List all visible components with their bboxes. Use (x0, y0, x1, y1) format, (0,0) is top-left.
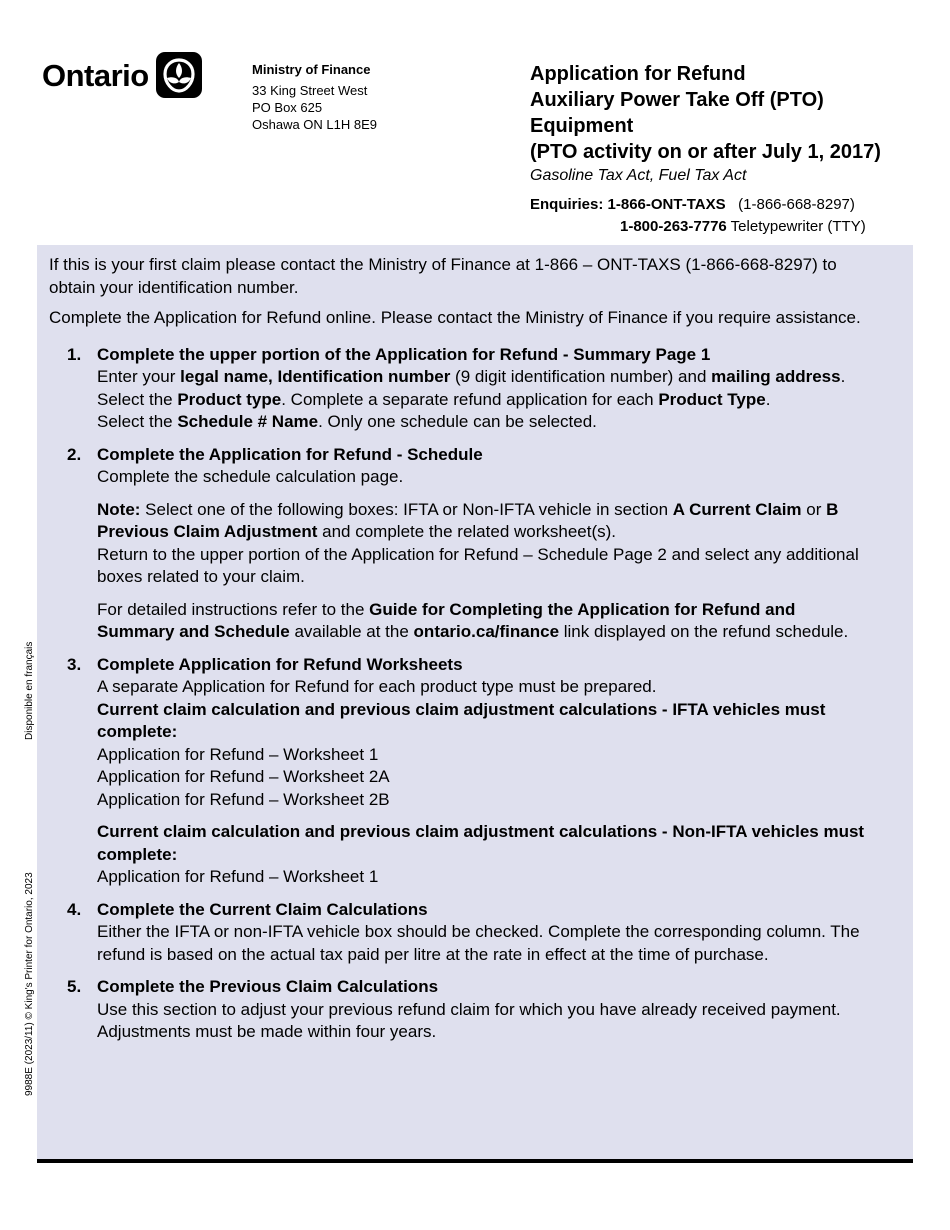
non-ifta-heading: Current claim calculation and previous claim adjustment calculations - Non-IFTA vehicles must complete: (97, 822, 865, 864)
step-title: Complete the upper portion of the Application for Refund - Summary Page 1 (97, 344, 711, 364)
governing-acts: Gasoline Tax Act, Fuel Tax Act (530, 167, 747, 184)
form-title-line: Auxiliary Power Take Off (PTO) (530, 89, 824, 111)
step-title: Complete the Current Claim Calculations (97, 899, 428, 919)
step-line: Use this section to adjust your previous refund claim for which you have already received payment. Adjustments must be made within four years. (97, 999, 841, 1041)
finance-link-text: ontario.ca/finance (413, 622, 560, 641)
worksheet-item: Application for Refund – Worksheet 2A (97, 767, 390, 786)
ministry-address-block (252, 61, 377, 133)
step-line: Complete the schedule calculation page. (97, 467, 404, 486)
step-line: Enter your legal name, Identification number (9 digit identification number) and mailing address. (97, 367, 846, 386)
step-number: 4. (67, 899, 82, 919)
trillium-icon (156, 52, 202, 98)
step-number: 2. (67, 444, 82, 464)
phone-tty-label: Teletypewriter (TTY) (730, 218, 866, 235)
enquiries (530, 194, 930, 238)
logo-wordmark: Ontario (42, 57, 149, 93)
form-title-line: (PTO activity on or after July 1, 2017) (530, 141, 881, 163)
step-line: A separate Application for Refund for each product type must be prepared. (97, 677, 657, 696)
worksheet-item: Application for Refund – Worksheet 1 (97, 867, 379, 886)
step-4 (49, 899, 869, 967)
address-line: 33 King Street West (252, 83, 368, 98)
address-line: PO Box 625 (252, 100, 323, 115)
step-title: Complete the Application for Refund - Schedule (97, 444, 483, 464)
form-title-block (530, 61, 930, 238)
step-number: 3. (67, 654, 82, 674)
ministry-name: Ministry of Finance (252, 62, 371, 77)
steps-list (49, 344, 869, 1044)
intro-paragraph: Complete the Application for Refund online. Please contact the Ministry of Finance if you require assistance. (49, 308, 861, 327)
step-line: Return to the upper portion of the Application for Refund – Schedule Page 2 and select any additional boxes related to your claim. (97, 544, 859, 586)
worksheet-item: Application for Refund – Worksheet 2B (97, 789, 390, 809)
ifta-heading: Current claim calculation and previous claim adjustment calculations - IFTA vehicles must complete: (97, 699, 826, 741)
step-number: 5. (67, 977, 82, 996)
step-5 (49, 976, 869, 1044)
step-title: Complete Application for Refund Worksheets (97, 654, 463, 674)
step-title: Complete the Previous Claim Calculations (97, 977, 439, 996)
instructions-content (49, 254, 869, 1054)
form-number-copyright: 9988E (2023/11) © King's Printer for Ontario, 2023 (24, 872, 35, 1096)
phone-primary: 1-866-ONT-TAXS (607, 196, 726, 213)
step-3 (49, 654, 869, 889)
ontario-logo (42, 52, 202, 98)
french-availability-note: Disponible en français (24, 641, 35, 740)
phone-primary-numeric: (1-866-668-8297) (738, 196, 855, 213)
step-2 (49, 444, 869, 644)
intro-paragraph: If this is your first claim please contact the Ministry of Finance at 1-866 – ONT-TAXS (1-866-668-8297) to obtain your identification number. (49, 255, 837, 297)
step-number: 1. (67, 344, 82, 364)
worksheet-item: Application for Refund – Worksheet 1 (97, 744, 379, 764)
phone-tty: 1-800-263-7776 (620, 218, 727, 235)
step-1 (49, 344, 869, 434)
step-line: Select the Schedule # Name. Only one schedule can be selected. (97, 412, 597, 431)
address-line: Oshawa ON L1H 8E9 (252, 117, 378, 132)
step-guide-reference: For detailed instructions refer to the Guide for Completing the Application for Refund and Summary and Schedule available at the ontario.ca/finance link displayed on the refund schedule. (97, 599, 849, 641)
bottom-rule (37, 1159, 913, 1163)
enquiries-label: Enquiries: (530, 196, 604, 213)
step-note: Note: Select one of the following boxes: IFTA or Non-IFTA vehicle in section A Current Claim or B Previous Claim Adjustment and complete the related worksheet(s). (97, 499, 839, 541)
form-title-line: Equipment (530, 115, 634, 137)
step-line: Either the IFTA or non-IFTA vehicle box should be checked. Complete the corresponding column. The refund is based on the actual tax paid per litre at the rate in effect at the time of purchase. (97, 922, 860, 964)
form-title-line: Application for Refund (530, 63, 746, 85)
step-line: Select the Product type. Complete a separate refund application for each Product Type. (97, 389, 771, 409)
